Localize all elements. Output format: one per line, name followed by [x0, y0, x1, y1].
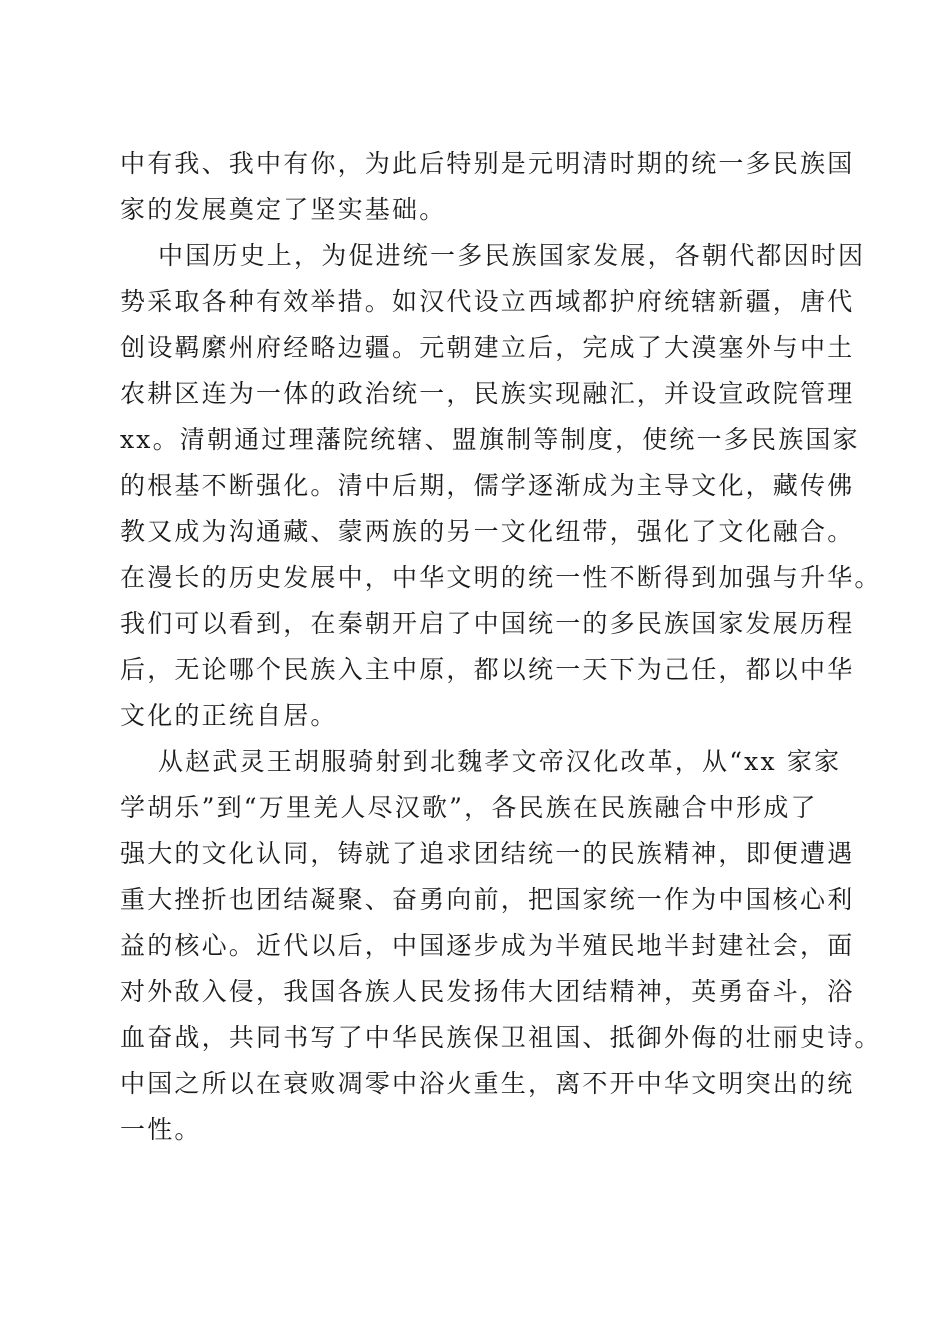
text-line: xx。清朝通过理藩院统辖、盟旗制等制度，使统一多民族国家 [120, 425, 860, 454]
text-line: 强大的文化认同，铸就了追求团结统一的民族精神，即便遭遇 [120, 839, 855, 868]
text-line: 在漫长的历史发展中，中华文明的统一性不断得到加强与升华。 [120, 563, 882, 592]
text-line: 中国之所以在衰败凋零中浴火重生，离不开中华文明突出的统 [120, 1069, 855, 1098]
text-line: 学胡乐”到“万里羌人尽汉歌”，各民族在民族融合中形成了 [120, 793, 818, 822]
paragraph-start-line: 中国历史上，为促进统一多民族国家发展，各朝代都因时因 [158, 241, 866, 270]
text-line: 中有我、我中有你，为此后特别是元明清时期的统一多民族国 [120, 149, 855, 178]
paragraph-start-line: 从赵武灵王胡服骑射到北魏孝文帝汉化改革，从“xx 家家 [158, 747, 842, 776]
text-line: 我们可以看到，在秦朝开启了中国统一的多民族国家发展历程 [120, 609, 855, 638]
text-line: 文化的正统自居。 [120, 701, 338, 730]
text-line: 势采取各种有效举措。如汉代设立西域都护府统辖新疆，唐代 [120, 287, 855, 316]
text-line: 教又成为沟通藏、蒙两族的另一文化纽带，强化了文化融合。 [120, 517, 855, 546]
text-line: 农耕区连为一体的政治统一，民族实现融汇，并设宣政院管理 [120, 379, 855, 408]
text-line: 重大挫折也团结凝聚、奋勇向前，把国家统一作为中国核心利 [120, 885, 855, 914]
text-line: 一性。 [120, 1115, 202, 1144]
text-line: 创设羁縻州府经略边疆。元朝建立后，完成了大漠塞外与中土 [120, 333, 855, 362]
text-line: 家的发展奠定了坚实基础。 [120, 195, 447, 224]
text-line: 对外敌入侵，我国各族人民发扬伟大团结精神，英勇奋斗，浴 [120, 977, 855, 1006]
text-line: 血奋战，共同书写了中华民族保卫祖国、抵御外侮的壮丽史诗。 [120, 1023, 882, 1052]
text-line: 的根基不断强化。清中后期，儒学逐渐成为主导文化，藏传佛 [120, 471, 855, 500]
text-line: 益的核心。近代以后，中国逐步成为半殖民地半封建社会，面 [120, 931, 855, 960]
text-line: 后，无论哪个民族入主中原，都以统一天下为己任，都以中华 [120, 655, 855, 684]
